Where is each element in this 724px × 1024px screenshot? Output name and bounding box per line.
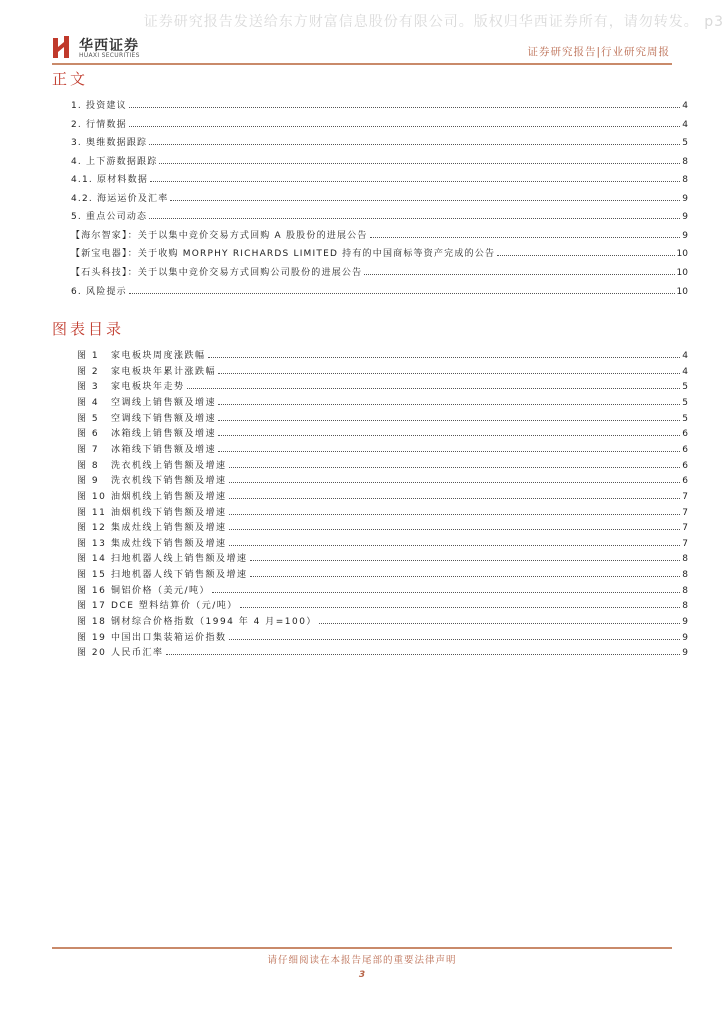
figure-page: 9 <box>682 648 688 659</box>
figure-label: 油烟机线下销售额及增速 <box>111 507 227 518</box>
figure-label: 冰箱线上销售额及增速 <box>111 429 217 440</box>
toc-entry[interactable] <box>71 208 688 222</box>
toc-entry-page: 9 <box>682 230 688 241</box>
figure-entry[interactable] <box>77 488 688 502</box>
figure-entry[interactable] <box>77 378 688 392</box>
figure-page: 8 <box>682 601 688 612</box>
page-number: 3 <box>358 970 366 980</box>
figure-entry[interactable] <box>77 597 688 611</box>
toc-entry-label: 4.2. 海运运价及汇率 <box>71 193 169 204</box>
leader-dots <box>229 514 681 515</box>
figure-page: 5 <box>682 382 688 393</box>
figure-number: 图 8 <box>77 460 100 471</box>
figure-label: 家电板块周度涨跌幅 <box>111 351 206 361</box>
figure-label: 空调线下销售额及增速 <box>111 413 217 424</box>
figure-entry[interactable] <box>77 613 688 627</box>
huaxi-logo-icon <box>52 35 74 59</box>
figure-label: 家电板块年累计涨跌幅 <box>111 366 217 377</box>
brand-name-en: HUAXI SECURITIES <box>79 52 140 59</box>
figure-label: 扫地机器人线下销售额及增速 <box>111 570 248 581</box>
figure-page: 6 <box>682 476 688 487</box>
leader-dots <box>218 373 680 374</box>
figure-number: 图 10 <box>77 491 107 502</box>
toc-entry[interactable] <box>71 245 688 259</box>
toc-entry[interactable] <box>71 97 688 111</box>
toc-entry-page: 4 <box>682 101 688 111</box>
figure-entry[interactable] <box>77 629 688 643</box>
figure-label: 油烟机线上销售额及增速 <box>111 491 227 502</box>
toc-entry-page: 4 <box>682 119 688 130</box>
leader-dots <box>497 255 674 256</box>
leader-dots <box>250 560 681 561</box>
figure-page: 6 <box>682 444 688 455</box>
leader-dots <box>229 467 681 468</box>
leader-dots <box>166 654 681 655</box>
toc-entry-label: 4.1. 原材料数据 <box>71 175 149 186</box>
figure-entry[interactable] <box>77 441 688 455</box>
leader-dots <box>218 404 680 405</box>
leader-dots <box>159 163 680 164</box>
leader-dots <box>229 529 681 530</box>
figure-number: 图 5 <box>77 413 100 424</box>
figure-entry[interactable] <box>77 550 688 564</box>
toc-entry-label: 【新宝电器】：关于收购 MORPHY RICHARDS LIMITED 持有的中国商标等资产完成的公告 <box>71 249 496 260</box>
brand-name-cn: 华西证券 <box>79 38 139 54</box>
leader-dots <box>218 420 680 421</box>
figure-number: 图 3 <box>77 382 100 393</box>
footer-divider <box>52 947 672 949</box>
leader-dots <box>250 576 681 577</box>
figure-page: 4 <box>682 351 688 361</box>
figure-number: 图 7 <box>77 444 100 455</box>
toc-entry-label: 6. 风险提示 <box>71 286 127 297</box>
figure-label: 洗衣机线下销售额及增速 <box>111 476 227 487</box>
watermark: 证券研究报告发送给东方财富信息股份有限公司。版权归华西证券所有，请勿转发。 p3 <box>143 14 724 30</box>
toc-entry[interactable] <box>71 190 688 204</box>
figure-entry[interactable] <box>77 644 688 658</box>
figure-number: 图 18 <box>77 617 107 628</box>
toc-entry-label: 3. 奥维数据跟踪 <box>71 138 148 149</box>
leader-dots <box>229 482 681 483</box>
figure-entry[interactable] <box>77 472 688 486</box>
figure-page: 7 <box>682 491 688 502</box>
figure-label: 铜铝价格（美元/吨） <box>111 585 211 596</box>
figure-label: 家电板块年走势 <box>111 382 185 393</box>
toc-entry-page: 10 <box>676 286 688 297</box>
leader-dots <box>149 144 680 145</box>
figure-label: 人民币汇率 <box>111 648 164 659</box>
figure-page: 9 <box>682 617 688 628</box>
toc-entry-page: 10 <box>676 249 688 260</box>
leader-dots <box>170 200 680 201</box>
toc-entry-label: 2. 行情数据 <box>71 119 127 130</box>
toc-entry[interactable] <box>71 264 688 278</box>
figure-label: 洗衣机线上销售额及增速 <box>111 460 227 471</box>
leader-dots <box>240 607 680 608</box>
figure-label: 钢材综合价格指数（1994 年 4 月=100） <box>111 617 317 628</box>
leader-dots <box>218 435 680 436</box>
figure-label: 集成灶线下销售额及增速 <box>111 538 227 549</box>
figure-page: 6 <box>682 460 688 471</box>
figure-number: 图 1 <box>77 351 100 361</box>
figure-number: 图 9 <box>77 476 100 487</box>
toc-entry[interactable] <box>71 134 688 148</box>
header-divider <box>52 63 672 65</box>
figure-page: 7 <box>682 523 688 534</box>
figure-page: 8 <box>682 554 688 565</box>
leader-dots <box>364 274 674 275</box>
figure-entry[interactable] <box>77 410 688 424</box>
leader-dots <box>229 498 681 499</box>
figure-entry[interactable] <box>77 582 688 596</box>
toc-entry-page: 9 <box>682 193 688 204</box>
figure-page: 8 <box>682 570 688 581</box>
legal-notice: 请仔细阅读在本报告尾部的重要法律声明 <box>267 955 457 966</box>
figure-page: 5 <box>682 413 688 424</box>
figure-number: 图 4 <box>77 397 100 408</box>
leader-dots <box>149 218 680 219</box>
figure-page: 6 <box>682 429 688 440</box>
toc-entry-page: 8 <box>682 175 688 186</box>
toc-entry[interactable] <box>71 283 688 297</box>
figure-label: DCE 塑料结算价（元/吨） <box>111 601 238 612</box>
figure-page: 9 <box>682 632 688 643</box>
figures-title: 图表目录 <box>52 320 125 338</box>
figure-page: 5 <box>682 397 688 408</box>
figure-entry[interactable] <box>77 363 688 377</box>
figure-number: 图 11 <box>77 507 107 518</box>
figure-number: 图 13 <box>77 538 107 549</box>
toc-entry-label: 5. 重点公司动态 <box>71 212 148 223</box>
toc-entry[interactable] <box>71 227 688 241</box>
figure-number: 图 15 <box>77 570 107 581</box>
figure-page: 4 <box>682 366 688 377</box>
figure-entry[interactable] <box>77 504 688 518</box>
contents-title: 正文 <box>52 70 89 88</box>
toc-entry-page: 5 <box>682 138 688 149</box>
toc-entry-label: 4. 上下游数据跟踪 <box>71 156 158 167</box>
figure-entry[interactable] <box>77 425 688 439</box>
leader-dots <box>370 237 681 238</box>
leader-dots <box>319 623 680 624</box>
figure-number: 图 6 <box>77 429 100 440</box>
toc-entry-label: 1. 投资建议 <box>71 101 127 111</box>
figure-page: 7 <box>682 538 688 549</box>
toc-entry-page: 8 <box>682 156 688 167</box>
figure-entry[interactable] <box>77 347 688 361</box>
leader-dots <box>218 451 680 452</box>
toc-entry-label: 【石头科技】：关于以集中竞价交易方式回购公司股份的进展公告 <box>71 267 363 278</box>
figure-entry[interactable] <box>77 566 688 580</box>
leader-dots <box>150 181 680 182</box>
leader-dots <box>229 545 681 546</box>
figure-label: 中国出口集装箱运价指数 <box>111 632 227 643</box>
leader-dots <box>187 388 681 389</box>
figure-number: 图 17 <box>77 601 107 612</box>
toc-entry-label: 【海尔智家】：关于以集中竞价交易方式回购 A 股股份的进展公告 <box>71 230 368 241</box>
toc-entry-page: 10 <box>676 267 688 278</box>
figure-page: 7 <box>682 507 688 518</box>
toc-entry[interactable] <box>71 116 688 130</box>
report-type: 证券研究报告|行业研究周报 <box>527 46 670 58</box>
figure-label: 扫地机器人线上销售额及增速 <box>111 554 248 565</box>
leader-dots <box>229 639 681 640</box>
toc-entry[interactable] <box>71 171 688 185</box>
figure-number: 图 2 <box>77 366 100 377</box>
figure-label: 空调线上销售额及增速 <box>111 397 217 408</box>
figure-label: 冰箱线下销售额及增速 <box>111 444 217 455</box>
leader-dots <box>208 357 681 358</box>
figure-number: 图 16 <box>77 585 107 596</box>
toc-entry[interactable] <box>71 153 688 167</box>
figure-number: 图 20 <box>77 648 107 659</box>
leader-dots <box>129 126 680 127</box>
figure-number: 图 19 <box>77 632 107 643</box>
figure-number: 图 12 <box>77 523 107 534</box>
leader-dots <box>129 293 675 294</box>
figure-label: 集成灶线上销售额及增速 <box>111 523 227 534</box>
toc-entry-page: 9 <box>682 212 688 223</box>
figure-entry[interactable] <box>77 519 688 533</box>
figure-page: 8 <box>682 585 688 596</box>
figure-entry[interactable] <box>77 535 688 549</box>
figure-entry[interactable] <box>77 394 688 408</box>
figure-entry[interactable] <box>77 457 688 471</box>
company-logo <box>52 35 172 63</box>
figure-number: 图 14 <box>77 554 107 565</box>
leader-dots <box>129 107 680 108</box>
leader-dots <box>212 592 680 593</box>
